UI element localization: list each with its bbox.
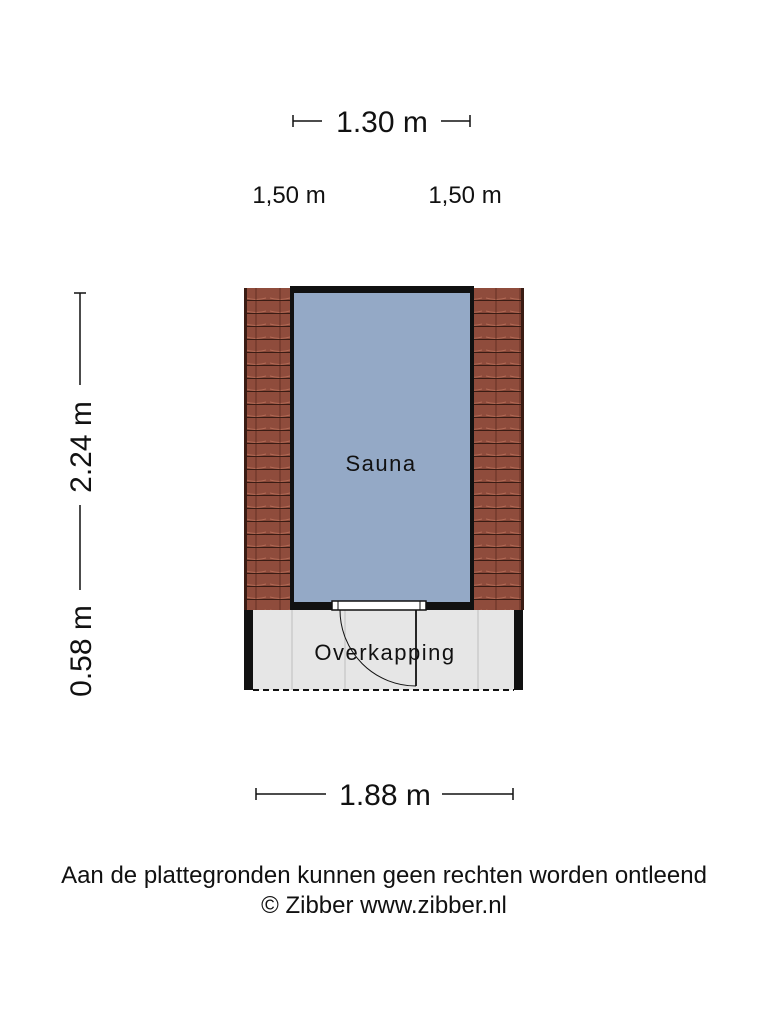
wall-left xyxy=(290,286,294,610)
footer-copyright: © Zibber www.zibber.nl xyxy=(261,892,507,919)
wall-right xyxy=(470,286,474,610)
room-label-sauna: Sauna xyxy=(345,451,417,476)
porch-post-left xyxy=(244,610,253,690)
dimension-bottom-width xyxy=(256,779,513,812)
porch-post-right xyxy=(514,610,523,690)
room-label-porch: Overkapping xyxy=(314,640,456,665)
sauna-room xyxy=(292,292,472,604)
roof-side-right-label: 1,50 m xyxy=(428,182,502,209)
wall-top xyxy=(290,286,474,293)
dimension-height-porch-label: 0.58 m xyxy=(65,605,98,697)
door-frame xyxy=(332,601,426,610)
wall-bottom-left xyxy=(290,602,332,610)
dimension-height-main-label: 2.24 m xyxy=(65,401,98,493)
dimension-top-width xyxy=(293,106,470,139)
footer-disclaimer: Aan de plattegronden kunnen geen rechten worden ontleend xyxy=(61,862,707,889)
dimension-top-width-label: 1.30 m xyxy=(336,106,428,139)
dimension-bottom-width-label: 1.88 m xyxy=(339,779,431,812)
building xyxy=(244,286,524,690)
roof-tiles-left xyxy=(244,288,292,610)
dimension-left-vertical xyxy=(65,293,98,697)
roof-tiles-right xyxy=(472,288,524,610)
roof-side-left-label: 1,50 m xyxy=(252,182,326,209)
wall-bottom-right xyxy=(426,602,474,610)
